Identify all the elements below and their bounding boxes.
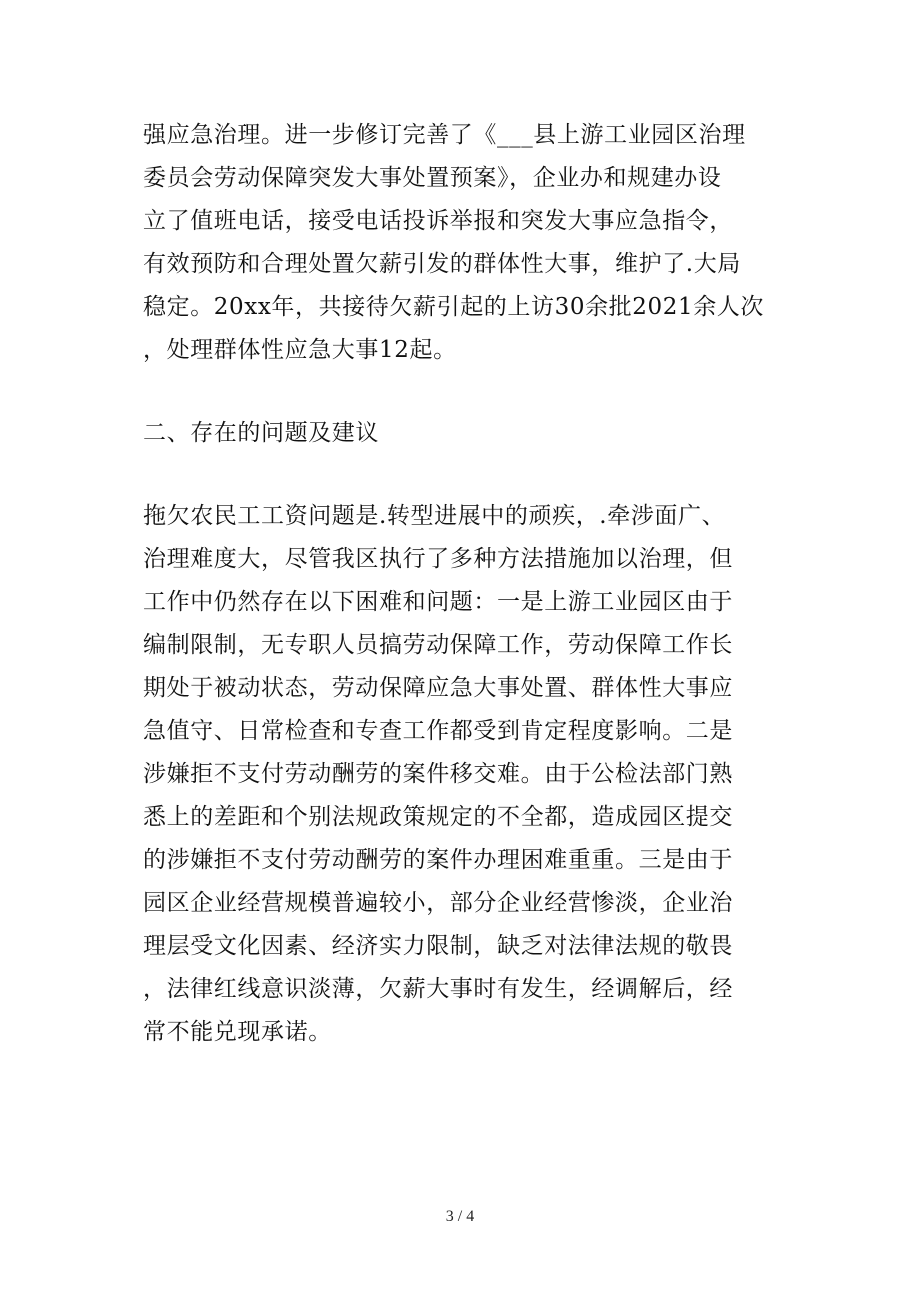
- paragraph-spacer: [143, 455, 783, 495]
- paragraph-line: 涉嫌拒不支付劳动酬劳的案件移交难。由于公检法部门熟: [143, 761, 733, 787]
- paragraph-line: 常不能兑现承诺。: [143, 1019, 332, 1045]
- paragraph-line: 急值守、日常检查和专查工作都受到肯定程度影响。二是: [143, 718, 733, 744]
- paragraph-line: 委员会劳动保障突发大事处置预案》，企业办和规建办设: [143, 165, 722, 191]
- paragraph-line: 立了值班电话，接受电话投诉举报和突发大事应急指令，: [143, 208, 733, 234]
- paragraph-line: 有效预防和合理处置欠薪引发的群体性大事，维护了.大局: [143, 251, 741, 277]
- paragraph-line: ，法律红线意识淡薄，欠薪大事时有发生，经调解后，经: [143, 976, 733, 1002]
- paragraph-line: 强应急治理。进一步修订完善了《___县上游工业园区治理: [143, 122, 746, 148]
- page-number: 3 / 4: [445, 1208, 475, 1225]
- paragraph-line: 稳定。20xx年，共接待欠薪引起的上访30余批2021余人次: [143, 294, 765, 320]
- paragraph-line: ，处理群体性应急大事12起。: [143, 337, 457, 363]
- section-heading: 二、存在的问题及建议: [143, 420, 379, 446]
- paragraph-line: 悉上的差距和个别法规政策规定的不全都，造成园区提交: [143, 804, 733, 830]
- paragraph-line: 期处于被动状态，劳动保障应急大事处置、群体性大事应: [143, 675, 733, 701]
- paragraph-line: 工作中仍然存在以下困难和问题：一是上游工业园区由于: [143, 589, 733, 615]
- paragraph-spacer: [143, 372, 783, 412]
- paragraph-problems: [143, 495, 783, 1054]
- paragraph-line: 治理难度大，尽管我区执行了多种方法措施加以治理，但: [143, 546, 733, 572]
- paragraph-line: 园区企业经营规模普遍较小，部分企业经营惨淡，企业治: [143, 890, 733, 916]
- paragraph-line: 拖欠农民工工资问题是.转型进展中的顽疾，.牵涉面广、: [143, 503, 726, 529]
- paragraph-line: 理层受文化因素、经济实力限制，缺乏对法律法规的敬畏: [143, 933, 733, 959]
- paragraph-line: 编制限制，无专职人员搞劳动保障工作，劳动保障工作长: [143, 632, 733, 658]
- paragraph-line: 的涉嫌拒不支付劳动酬劳的案件办理困难重重。三是由于: [143, 847, 733, 873]
- document-body: [143, 114, 783, 1054]
- paragraph-emergency-management: [143, 114, 783, 372]
